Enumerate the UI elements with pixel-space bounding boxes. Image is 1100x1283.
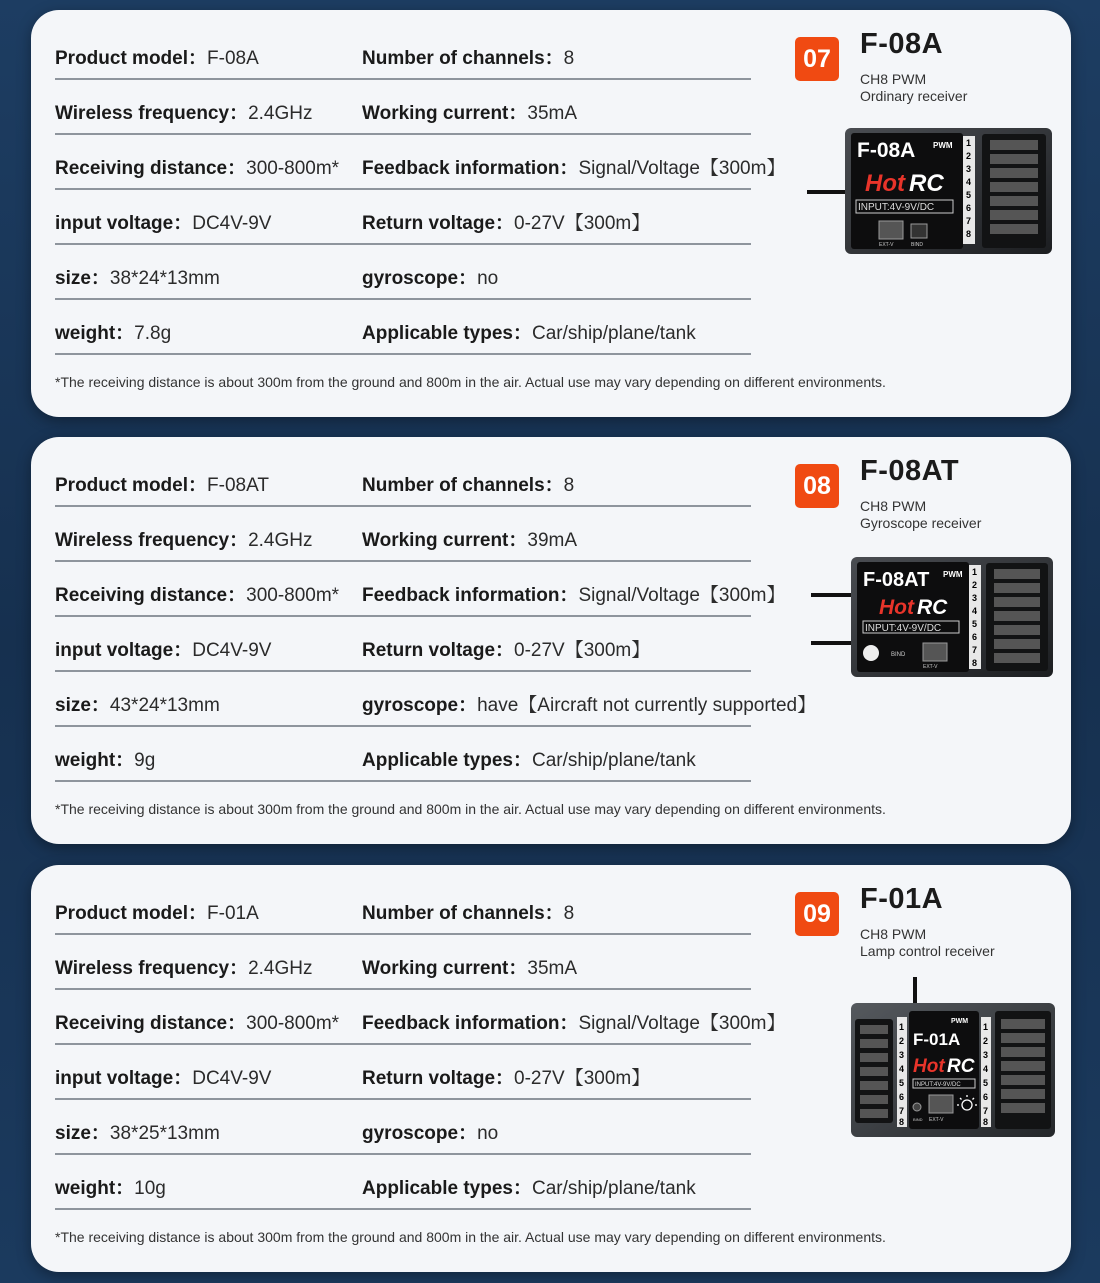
spec-value: 2.4GHz — [248, 530, 313, 551]
bind-button-label: BIND — [913, 1117, 923, 1122]
spec-value: Signal/Voltage【300m】 — [578, 585, 786, 606]
spec-value: 39mA — [527, 530, 578, 551]
svg-text:1: 1 — [966, 138, 972, 148]
svg-text:3: 3 — [972, 593, 978, 603]
footnote: *The receiving distance is about 300m from the ground and 800m in the air. Actual use may vary depending on different environments. — [55, 1229, 886, 1245]
spec-row — [55, 669, 817, 727]
svg-text:3: 3 — [983, 1050, 989, 1060]
receiver-model-text: F-08AT — [863, 569, 930, 591]
spec-card-f01a — [31, 865, 1071, 1272]
ext-port-label: EXT-V — [879, 242, 894, 248]
antenna-wire — [811, 593, 855, 597]
spec-label: Product model： — [55, 903, 208, 924]
spec-value: 9g — [134, 750, 156, 771]
spec-value: 8 — [563, 475, 575, 496]
spec-label: Product model： — [55, 475, 208, 496]
svg-text:5: 5 — [983, 1078, 989, 1088]
spec-label: Feedback information： — [362, 585, 579, 606]
spec-value: no — [477, 1123, 499, 1144]
spec-row — [55, 877, 751, 935]
spec-row — [55, 932, 751, 990]
spec-row — [55, 1042, 751, 1100]
input-rating-text: INPUT:4V-9V/DC — [865, 623, 942, 634]
svg-text:7: 7 — [966, 216, 972, 226]
svg-text:6: 6 — [983, 1092, 989, 1102]
svg-text:2: 2 — [972, 580, 978, 590]
svg-text:8: 8 — [899, 1117, 905, 1127]
spec-value: 0-27V【300m】 — [514, 640, 651, 661]
spec-label: weight： — [55, 750, 135, 771]
brand-hot-text: Hot — [913, 1056, 945, 1077]
svg-text:4: 4 — [983, 1064, 989, 1074]
ext-port-label: EXT-V — [929, 1117, 944, 1123]
spec-value: Signal/Voltage【300m】 — [578, 158, 786, 179]
spec-label: Applicable types： — [362, 750, 532, 771]
spec-row — [55, 1097, 751, 1155]
svg-text:1: 1 — [983, 1022, 989, 1032]
receiver-illustration — [845, 128, 1055, 256]
spec-value: 0-27V【300m】 — [514, 1068, 651, 1089]
spec-label: Wireless frequency： — [55, 103, 249, 124]
spec-value: 10g — [134, 1178, 166, 1199]
spec-label: Product model： — [55, 48, 208, 69]
svg-text:3: 3 — [899, 1050, 905, 1060]
spec-row — [55, 22, 751, 80]
product-description: Ordinary receiver — [860, 88, 968, 104]
svg-text:5: 5 — [972, 619, 978, 629]
spec-value: DC4V-9V — [192, 640, 272, 661]
spec-value: 0-27V【300m】 — [514, 213, 651, 234]
brand-rc-text: RC — [917, 596, 948, 619]
svg-text:6: 6 — [966, 203, 972, 213]
product-title: F-08AT — [860, 455, 960, 487]
brand-rc-text: RC — [909, 170, 944, 197]
product-title: F-01A — [860, 883, 944, 915]
spec-label: size： — [55, 268, 110, 289]
svg-text:6: 6 — [972, 632, 978, 642]
spec-value: DC4V-9V — [192, 1068, 272, 1089]
spec-row — [55, 987, 786, 1045]
spec-value: 38*25*13mm — [109, 1123, 220, 1144]
spec-row — [55, 77, 751, 135]
spec-label: Wireless frequency： — [55, 958, 249, 979]
footnote: *The receiving distance is about 300m from the ground and 800m in the air. Actual use may vary depending on different environments. — [55, 374, 886, 390]
svg-text:7: 7 — [972, 645, 978, 655]
spec-row — [55, 504, 751, 562]
antenna-wire — [811, 641, 855, 645]
spec-value: Car/ship/plane/tank — [532, 323, 696, 344]
spec-row — [55, 297, 751, 355]
spec-label: Number of channels： — [362, 475, 564, 496]
receiver-pwm-text: PWM — [943, 570, 963, 579]
spec-value: 8 — [563, 903, 575, 924]
product-subtitle: CH8 PWM — [860, 71, 927, 87]
spec-value: Car/ship/plane/tank — [532, 1178, 696, 1199]
spec-row — [55, 724, 751, 782]
spec-row — [55, 614, 751, 672]
product-subtitle: CH8 PWM — [860, 926, 927, 942]
receiver-illustration — [851, 1003, 1057, 1141]
spec-row — [55, 449, 751, 507]
spec-value: 300-800m* — [246, 1013, 340, 1034]
spec-value: F-08A — [207, 48, 259, 69]
spec-label: Return voltage： — [362, 1068, 515, 1089]
brand-hot-text: Hot — [879, 596, 914, 619]
spec-value: 8 — [563, 48, 575, 69]
svg-text:8: 8 — [983, 1117, 989, 1127]
spec-label: size： — [55, 1123, 110, 1144]
spec-label: Number of channels： — [362, 48, 564, 69]
spec-label: Number of channels： — [362, 903, 564, 924]
product-title: F-08A — [860, 28, 944, 60]
product-number-badge: 09 — [795, 892, 839, 936]
spec-value: 35mA — [527, 103, 578, 124]
spec-label: Working current： — [362, 958, 528, 979]
spec-value: 2.4GHz — [248, 958, 313, 979]
receiver-pwm-text: PWM — [933, 141, 953, 150]
svg-text:3: 3 — [966, 164, 972, 174]
spec-label: Feedback information： — [362, 158, 579, 179]
footnote: *The receiving distance is about 300m from the ground and 800m in the air. Actual use may vary depending on different environments. — [55, 801, 886, 817]
svg-text:6: 6 — [899, 1092, 905, 1102]
bind-button-label: BIND — [891, 652, 906, 658]
spec-label: Feedback information： — [362, 1013, 579, 1034]
svg-text:1: 1 — [899, 1022, 905, 1032]
svg-text:1: 1 — [972, 567, 978, 577]
spec-value: Signal/Voltage【300m】 — [578, 1013, 786, 1034]
svg-text:7: 7 — [899, 1106, 905, 1116]
spec-value: 38*24*13mm — [109, 268, 220, 289]
spec-value: 300-800m* — [246, 585, 340, 606]
receiver-model-text: F-01A — [913, 1030, 961, 1049]
spec-row — [55, 559, 786, 617]
spec-value: 300-800m* — [246, 158, 340, 179]
spec-label: gyroscope： — [362, 695, 478, 716]
spec-value: 43*24*13mm — [109, 695, 220, 716]
spec-label: input voltage： — [55, 213, 193, 234]
brand-hot-text: Hot — [865, 170, 905, 197]
svg-text:2: 2 — [983, 1036, 989, 1046]
spec-value: Car/ship/plane/tank — [532, 750, 696, 771]
bind-button-label: BIND — [911, 242, 923, 248]
spec-row — [55, 242, 751, 300]
spec-label: input voltage： — [55, 1068, 193, 1089]
spec-row — [55, 132, 786, 190]
receiver-pwm-text: PWM — [951, 1018, 969, 1025]
svg-text:4: 4 — [899, 1064, 905, 1074]
product-description: Gyroscope receiver — [860, 515, 982, 531]
spec-card-f08at — [31, 437, 1071, 844]
brand-rc-text: RC — [947, 1056, 975, 1077]
receiver-model-text: F-08A — [857, 139, 916, 162]
spec-value: F-01A — [207, 903, 259, 924]
spec-row — [55, 187, 751, 245]
spec-label: gyroscope： — [362, 268, 478, 289]
spec-label: Return voltage： — [362, 640, 515, 661]
svg-text:8: 8 — [966, 229, 972, 239]
svg-text:4: 4 — [972, 606, 978, 616]
spec-value: F-08AT — [207, 475, 269, 496]
svg-text:5: 5 — [899, 1078, 905, 1088]
spec-value: DC4V-9V — [192, 213, 272, 234]
spec-label: input voltage： — [55, 640, 193, 661]
spec-card-f08a — [31, 10, 1071, 417]
spec-label: Receiving distance： — [55, 1013, 247, 1034]
spec-label: Receiving distance： — [55, 585, 247, 606]
product-description: Lamp control receiver — [860, 943, 995, 959]
input-rating-text: INPUT:4V-9V/DC — [915, 1082, 961, 1088]
spec-label: weight： — [55, 1178, 135, 1199]
product-number-badge: 07 — [795, 37, 839, 81]
spec-row — [55, 1152, 751, 1210]
spec-label: Receiving distance： — [55, 158, 247, 179]
input-rating-text: INPUT:4V-9V/DC — [858, 202, 935, 213]
spec-label: Return voltage： — [362, 213, 515, 234]
spec-label: Working current： — [362, 103, 528, 124]
spec-label: weight： — [55, 323, 135, 344]
ext-port-label: EXT-V — [923, 664, 938, 670]
receiver-illustration — [851, 557, 1055, 681]
product-subtitle: CH8 PWM — [860, 498, 927, 514]
spec-value: 2.4GHz — [248, 103, 313, 124]
spec-label: Working current： — [362, 530, 528, 551]
spec-value: 7.8g — [134, 323, 172, 344]
spec-value: 35mA — [527, 958, 578, 979]
product-number-badge: 08 — [795, 464, 839, 508]
svg-text:8: 8 — [972, 658, 978, 668]
svg-text:2: 2 — [899, 1036, 905, 1046]
svg-text:2: 2 — [966, 151, 972, 161]
spec-value: have【Aircraft not currently supported】 — [477, 695, 817, 716]
svg-text:7: 7 — [983, 1106, 989, 1116]
spec-label: Applicable types： — [362, 323, 532, 344]
spec-label: Applicable types： — [362, 1178, 532, 1199]
gyro-icon — [863, 645, 879, 661]
svg-text:5: 5 — [966, 190, 972, 200]
spec-label: gyroscope： — [362, 1123, 478, 1144]
spec-value: no — [477, 268, 499, 289]
svg-text:4: 4 — [966, 177, 972, 187]
spec-label: size： — [55, 695, 110, 716]
spec-label: Wireless frequency： — [55, 530, 249, 551]
antenna-wire — [807, 190, 849, 194]
